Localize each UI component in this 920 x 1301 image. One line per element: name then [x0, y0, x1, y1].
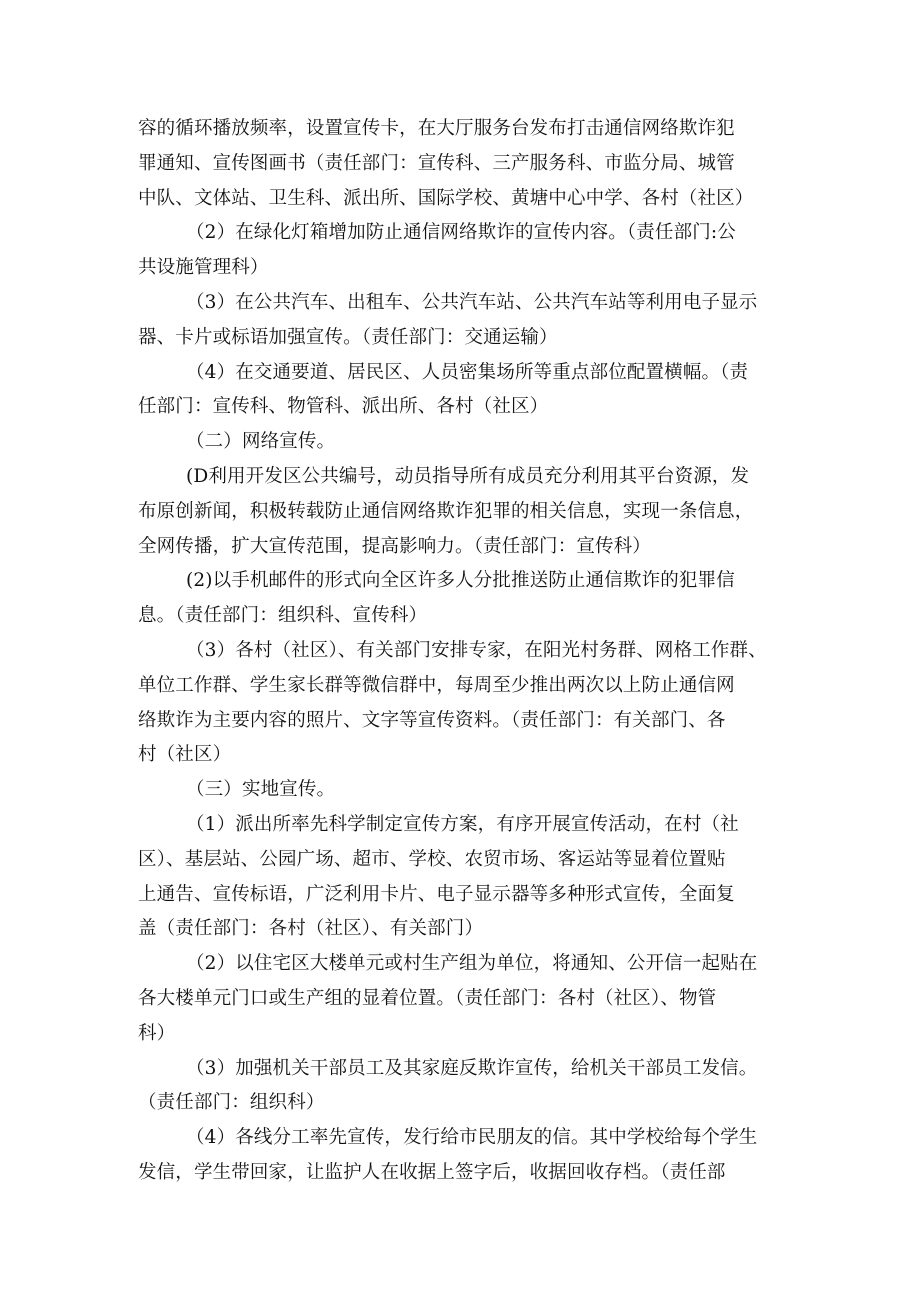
text-line: 单位工作群、学生家长群等微信群中，每周至少推出两次以上防止通信网: [138, 674, 735, 696]
text-line: （4）在交通要道、居民区、人员密集场所等重点部位配置横幅。（责: [186, 361, 749, 383]
text-line: （2）在绿化灯箱增加防止通信网络欺诈的宣传内容。（责任部门:公: [186, 222, 736, 244]
text-line: 共设施管理科）: [138, 257, 269, 279]
text-line: 络欺诈为主要内容的照片、文字等宣传资料。（责任部门：有关部门、各: [138, 709, 726, 731]
text-line: 区）、基层站、公园广场、超市、学校、农贸市场、客运站等显着位置贴: [138, 848, 726, 870]
text-line: （1）派出所率先科学制定宣传方案，有序开展宣传活动，在村（社: [186, 813, 739, 835]
text-line: （三）实地宣传。: [186, 779, 336, 801]
text-line: （责任部门：组织科）: [138, 1092, 325, 1114]
document-body: [138, 112, 788, 1191]
text-line: 布原创新闻，积极转载防止通信网络欺诈犯罪的相关信息，实现一条信息，: [138, 500, 754, 522]
text-line: 容的循环播放频率，设置宣传卡，在大厅服务台发布打击通信网络欺诈犯: [138, 118, 735, 139]
text-line: 上通告、宣传标语，广泛利用卡片、电子显示器等多种形式宣传，全面复: [138, 883, 735, 905]
text-line: 息。（责任部门：组织科、宣传科）: [138, 605, 428, 627]
text-line: （4）各线分工率先宣传，发行给市民朋友的信。其中学校给每个学生: [186, 1127, 758, 1149]
text-line: 发信，学生带回家，让监护人在收据上签字后，收据回收存档。（责任部: [138, 1161, 726, 1183]
text-line: 全网传播，扩大宣传范围，提高影响力。（责任部门：宣传科）: [138, 535, 651, 557]
text-line: （二）网络宣传。: [186, 431, 336, 453]
text-line: 任部门：宣传科、物管科、派出所、各村（社区）: [138, 396, 549, 418]
text-line: 科）: [138, 1022, 176, 1044]
text-line: 中队、文体站、卫生科、派出所、国际学校、黄塘中心中学、各村（社区）: [138, 187, 754, 209]
text-line: 器、卡片或标语加强宣传。（责任部门：交通运输）: [138, 326, 558, 348]
text-line: （3）各村（社区）、有关部门安排专家，在阳光村务群、网格工作群、: [186, 639, 767, 661]
text-line: 村（社区）: [138, 744, 232, 766]
text-line: (2)以手机邮件的形式向全区许多人分批推送防止通信欺诈的犯罪信: [186, 570, 735, 592]
text-line: (D利用开发区公共编号，动员指导所有成员充分利用其平台资源，发: [186, 465, 750, 487]
text-line: 各大楼单元门口或生产组的显着位置。（责任部门：各村（社区）、物管: [138, 987, 717, 1009]
text-line: （2）以住宅区大楼单元或村生产组为单位，将通知、公开信一起贴在: [186, 953, 758, 975]
text-line: （3）在公共汽车、出租车、公共汽车站、公共汽车站等利用电子显示: [186, 291, 758, 313]
text-line: 罪通知、宣传图画书（责任部门：宣传科、三产服务科、市监分局、城管: [138, 152, 735, 174]
text-line: 盖（责任部门：各村（社区）、有关部门）: [138, 918, 484, 940]
text-line: （3）加强机关干部员工及其家庭反欺诈宣传，给机关干部员工发信。: [186, 1057, 758, 1079]
